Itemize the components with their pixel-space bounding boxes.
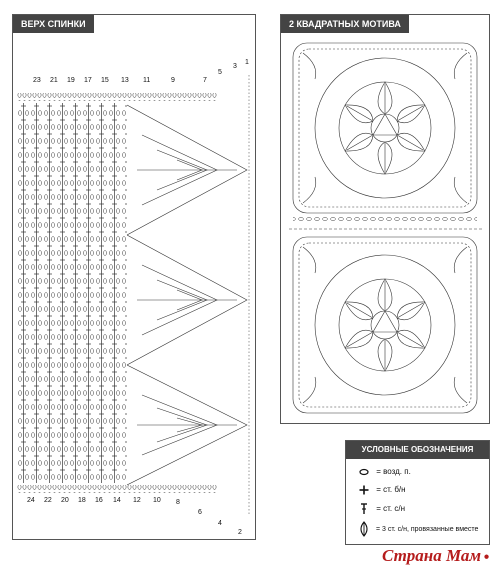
row-number-top: 13 (121, 77, 129, 84)
row-number-top: 9 (171, 77, 175, 84)
row-number-top: 17 (84, 77, 92, 84)
row-number-bottom: 8 (176, 499, 180, 506)
fan-motif-2 (127, 235, 247, 365)
legend-item-chain (358, 467, 411, 477)
cluster-leaf-icon (358, 521, 370, 537)
double-crochet-icon (358, 503, 370, 515)
row-number-top: 3 (233, 63, 237, 70)
watermark-logo (382, 546, 490, 566)
row-number-top: 1 (245, 59, 249, 66)
row-number-top: 19 (67, 77, 75, 84)
row-number-bottom: 22 (44, 497, 52, 504)
legend-text-cluster: = 3 ст. с/н, провязанные вместе (375, 525, 479, 533)
legend-text-chain: = возд. п. (376, 467, 411, 477)
watermark-dot-icon: ● (481, 551, 490, 563)
legend-panel (345, 440, 490, 545)
row-number-bottom: 18 (78, 497, 86, 504)
row-number-top: 7 (203, 77, 207, 84)
row-number-top: 11 (143, 77, 151, 84)
row-number-bottom: 16 (95, 497, 103, 504)
row-number-top: 21 (50, 77, 58, 84)
plus-icon (358, 485, 370, 495)
square-motifs-panel (280, 14, 490, 424)
back-top-chart (17, 75, 253, 515)
legend-title: УСЛОВНЫЕ ОБОЗНАЧЕНИЯ (346, 441, 489, 459)
legend-item-cluster (358, 521, 478, 537)
legend-text-single-crochet: = ст. б/н (376, 485, 406, 495)
row-number-top: 15 (101, 77, 109, 84)
legend-item-double-crochet (358, 503, 405, 515)
row-number-bottom: 14 (113, 497, 121, 504)
row-number-top: 23 (33, 77, 41, 84)
back-top-panel (12, 14, 256, 540)
back-top-title: ВЕРХ СПИНКИ (13, 15, 94, 33)
chain-oval-icon (358, 467, 370, 477)
row-number-bottom: 2 (238, 529, 242, 536)
row-number-bottom: 20 (61, 497, 69, 504)
legend-item-single-crochet (358, 485, 406, 495)
row-number-bottom: 24 (27, 497, 35, 504)
row-number-bottom: 10 (153, 497, 161, 504)
square-motifs-title: 2 КВАДРАТНЫХ МОТИВА (281, 15, 409, 33)
row-number-top: 5 (218, 69, 222, 76)
fan-motif-3 (127, 365, 247, 485)
row-number-bottom: 4 (218, 520, 222, 527)
watermark-text: Страна Мам (382, 546, 482, 565)
fan-motif-1 (127, 105, 247, 235)
row-number-bottom: 12 (133, 497, 141, 504)
legend-text-double-crochet: = ст. с/н (376, 504, 405, 514)
square-motif-top (293, 43, 477, 213)
square-motifs-chart (289, 39, 483, 419)
square-motif-bottom (293, 237, 477, 413)
row-number-bottom: 6 (198, 509, 202, 516)
